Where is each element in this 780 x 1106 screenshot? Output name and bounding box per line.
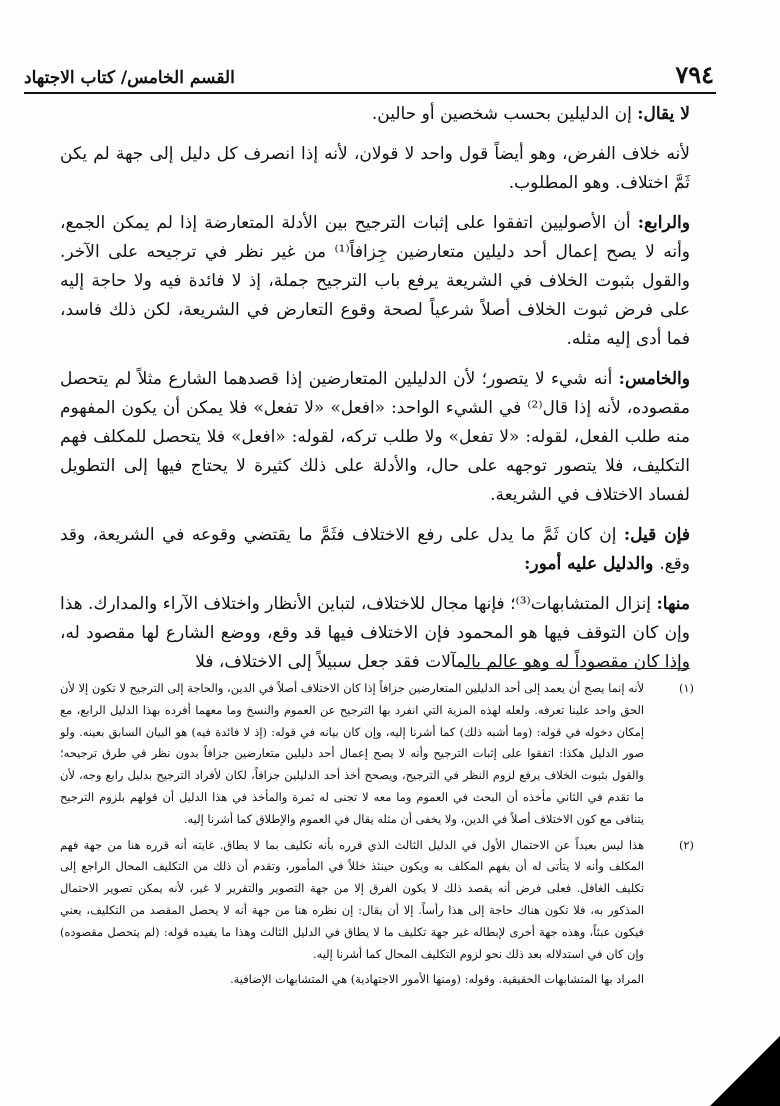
footnote-2: [60, 835, 694, 966]
footnote-1: [60, 678, 694, 831]
paragraph-3-lead: والرابع:: [637, 213, 690, 233]
paragraph-3-text: أن الأصوليين اتفقوا على إثبات الترجيح بين الأدلة المتعارضة إذا لم يمكن الجمع، وأنه لا يصح إعمال أحد دليلين متعارضين جِزافاً⁽¹⁾ من غير نظر في ترجيحه على الآخر. والقول بثبوت الخلاف في الشريعة يرفع باب الترجيح جملة، إذ لا فائدة فيه ولا حاجة إليه على فرض ثبوت الخلاف أصلاً شرعياً لصحة وقوع التعارض في الشريعة، لكن ذلك فاسد، فما أدى إليه مثله.: [60, 213, 690, 349]
footnote-3-partial: [60, 969, 694, 991]
running-title: القسم الخامس/ كتاب الاجتهاد: [24, 68, 235, 88]
paragraph-4: [60, 365, 690, 510]
paragraph-2-text: لأنه خلاف الفرض، وهو أيضاً قول واحد لا قولان، لأنه إذا انصرف كل دليل إلى جهة لم يكن ثَمَّ اختلاف. وهو المطلوب.: [60, 144, 690, 193]
footnote-text: المراد بها المتشابهات الحقيقية. وقوله: (ومنها الأمور الاجتهادية) هي المتشابهات الإضافية.: [230, 972, 644, 987]
main-text: [60, 100, 690, 688]
footnote-number: (١): [678, 681, 694, 695]
paragraph-6-text: إنزال المتشابهات⁽³⁾؛ فإنها مجال للاختلاف، لتباين الأنظار واختلاف الآراء والمدارك. هذا وإن كان التوقف فيها هو المحمود فإن الاختلاف فيها قد وقع، ووضع الشارع لها مقصود له، وإذا كان مقصوداً له وهو عالم بالمآلات فقد جعل سبيلاً إلى الاختلاف، فلا: [60, 594, 690, 672]
footnotes: [60, 678, 694, 995]
paragraph-5-lead-2: والدليل عليه أمور:: [524, 554, 660, 574]
paragraph-6: [60, 590, 690, 677]
paragraph-5-lead: فإن قيل:: [623, 525, 690, 545]
paragraph-2: [60, 140, 690, 198]
paragraph-1-text: إن الدليلين بحسب شخصين أو حالين.: [371, 104, 638, 124]
page-header: [24, 58, 714, 94]
paragraph-1: [60, 100, 690, 129]
footnote-number: (٢): [678, 837, 694, 852]
footnote-separator: [464, 668, 690, 669]
paragraph-6-lead: منها:: [656, 594, 691, 614]
paragraph-4-lead: والخامس:: [618, 369, 690, 389]
scan-corner-shadow: [710, 1036, 780, 1106]
paragraph-3: [60, 209, 690, 354]
footnote-text: لأنه إنما يصح أن يعمد إلى أحد الدليلين المتعارضين جزافاً إذا كان الاختلاف أصلاً في الدين، والحاجة إلى الترجيح لا تكون إلا لأن الحق واحد علينا تعرفه. ولعله لهذه المزية التي انفرد بها الترجيح عن العموم والنسخ وما معهما أفرده بهذا الدليل الرابع، مع إمكان دخوله في قوله: (وما أشبه ذلك) كما أشرنا إليه، وإن كان بيانه في قوله: (إذ لا فائدة فيه) هو البيان السابق بعينه. ولو صور الدليل هكذا: اتفقوا على إثبات الترجيح وأنه لا يصح إعمال أحد دليلين متعارضين جزافاً بدون نظر في طرق ترجيحه؛ والقول بثبوت الخلاف يرفع لزوم النظر في الترجيح، ويصحح أخذ أحد الدليلين جزافاً، لكان لأفراد الترجيح بدليل رابع وجه، لأن ما تقدم في الثاني مأخذه أن البحث في العموم وما معه لا تجنى له ثمرة والمأخذ في هذا الدليل أن قولهم بلزوم الترجيح يتنافى مع كون الاختلاف أصلاً في الدين، ولا يخفى أن مثله يقال في العموم والإطلاق كما أشرنا إليه.: [60, 681, 644, 826]
page-number: ٧٩٤: [675, 60, 714, 89]
paragraph-1-lead: لا يقال:: [637, 104, 690, 124]
header-rule: [24, 92, 716, 94]
paragraph-5: [60, 521, 690, 579]
paragraph-5-text: إن كان ثَمَّ ما يدل على رفع الاختلاف فثَمَّ ما يقتضي وقوعه في الشريعة، وقد وقع.: [60, 525, 690, 574]
paragraph-4-text: أنه شيء لا يتصور؛ لأن الدليلين المتعارضين إذا قصدهما الشارع مثلاً لم يتحصل مقصوده، لأنه إذا قال⁽²⁾ في الشيء الواحد: «افعل» «لا تفعل» فلا يمكن أن يكون المفهوم منه طلب الفعل، لقوله: «لا تفعل» ولا طلب تركه، لقوله: «افعل» فلا يتحصل للمكلف فهم التكليف، فلا يتصور توجهه على حال، والأدلة على ذلك كثيرة لا يحتاج فيها إلى التطويل لفساد الاختلاف في الشريعة.: [60, 369, 690, 505]
footnote-text: هذا ليس بعيداً عن الاحتمال الأول في الدليل الثالث الذي قرره بأنه تكليف بما لا يطاق. غايته أنه قرره هنا من جهة فهم المكلف وأنه لا يتأتى له أن يفهم المكلف به ويكون حينئذ خللاً في المأمور، وتقدم أن ذلك من التكليف المحال الراجع إلى تكليف الغافل. فعلى فرض أنه يقصد ذلك لا يكون الفرق إلا من جهة التصوير والتقرير لا غير، لأنه يمكن تصوير الاحتمال المذكور به، فلا تكون هناك حاجة إلى هذا رأساً. إلا أن يقال: إن نظره هنا من جهة أنه لا يحصل المقصد من التكليف، يعني فيكون عبثاً، وهذه جهة أخرى لإبطاله غير جهة تكليف ما لا يطاق في الدليل الثالث وهذا ما يفيده قوله: (لم يتحصل مقصوده) وإن كان في استدلاله بعد ذلك نحو لزوم التكليف المحال كما أشرنا إليه.: [60, 837, 644, 961]
